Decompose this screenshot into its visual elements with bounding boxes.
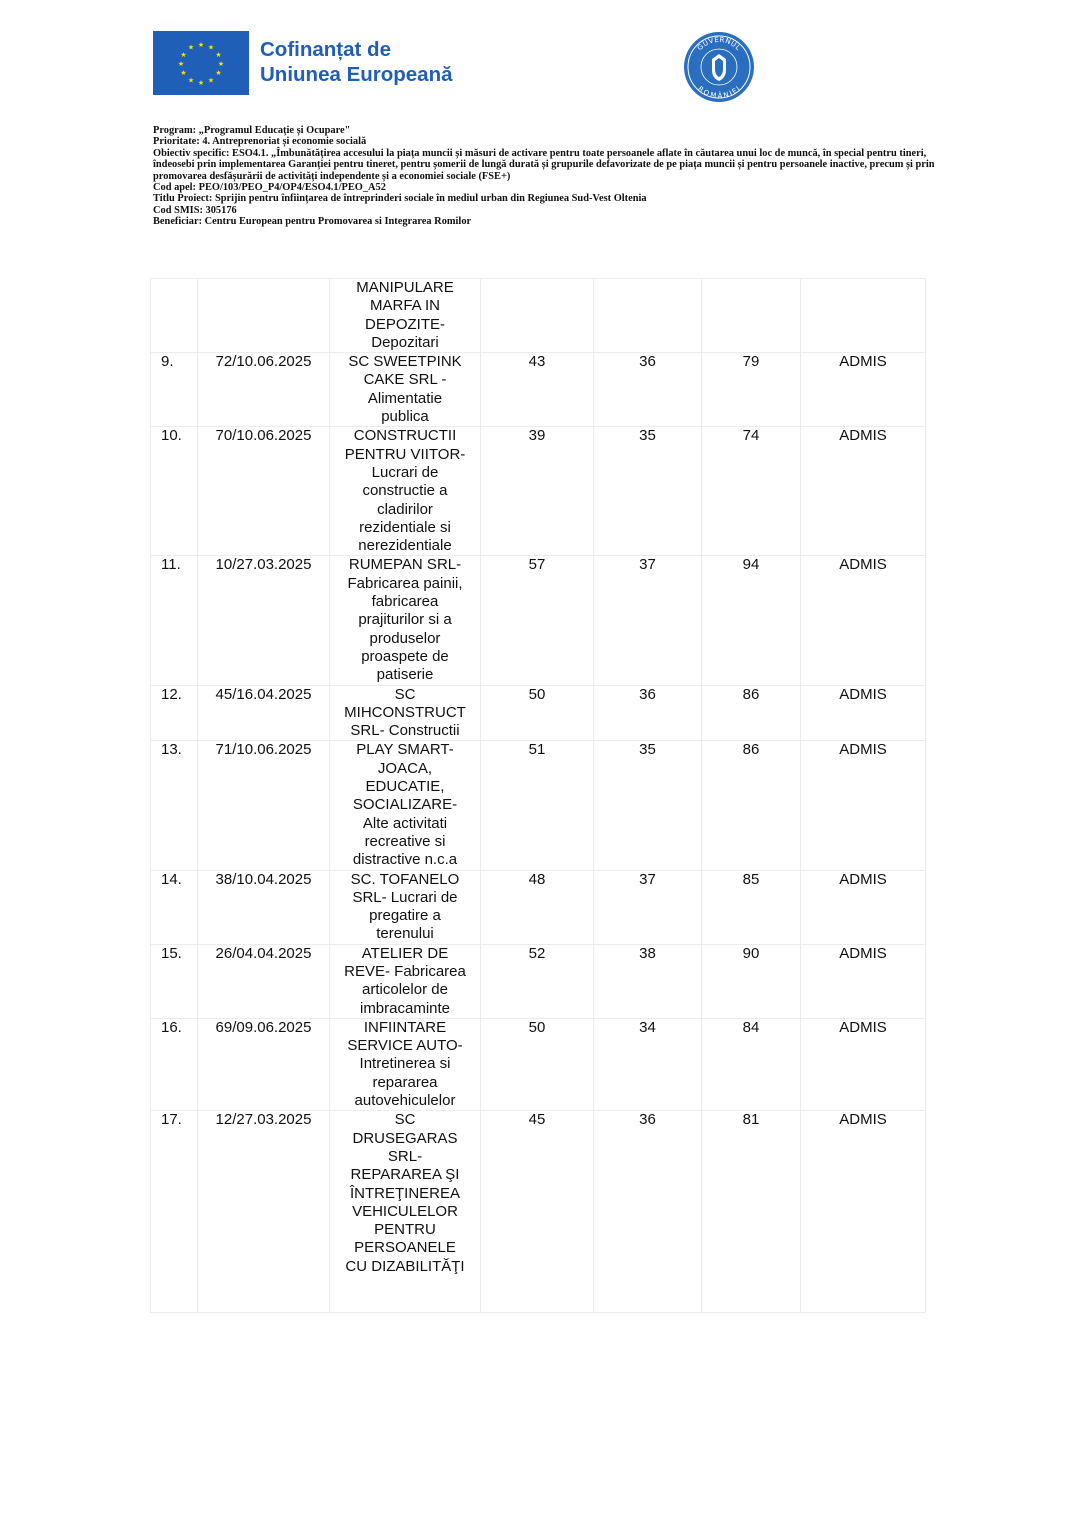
enterprise-name-line: DRUSEGARAS (352, 1129, 458, 1147)
svg-text:★: ★ (187, 43, 195, 52)
enterprise-name-text (338, 686, 472, 741)
eu-stars-icon (153, 31, 249, 95)
svg-text:★: ★ (180, 51, 187, 59)
enterprise-name-line: cladirilor (377, 500, 433, 518)
score-a: 52 (528, 944, 546, 962)
score-b-cell (594, 944, 702, 1018)
score-total: 79 (742, 353, 760, 371)
row-number: 13. (161, 741, 182, 759)
enterprise-name-line: Depozitari (371, 333, 439, 351)
row-number-cell (151, 685, 198, 741)
enterprise-name-text (338, 1019, 472, 1110)
score-a: 39 (528, 427, 546, 445)
registration-number: 10/27.03.2025 (215, 556, 312, 574)
status-cell (801, 741, 926, 870)
enterprise-name-line: repararea (372, 1073, 438, 1091)
enterprise-name-text (338, 945, 472, 1018)
row-number-cell (151, 427, 198, 556)
status-cell (801, 353, 926, 427)
registration-number-cell (198, 353, 330, 427)
enterprise-name-line: Alte activitati (362, 814, 448, 832)
registration-number: 12/27.03.2025 (215, 1111, 312, 1129)
score-b-cell (594, 427, 702, 556)
registration-number: 38/10.04.2025 (215, 870, 312, 888)
enterprise-name-line: SC (394, 685, 416, 703)
enterprise-name-text (338, 741, 472, 869)
status-cell (801, 1018, 926, 1110)
score-total-cell (702, 870, 801, 944)
score-b: 36 (639, 685, 656, 703)
enterprise-name-line: EDUCATIE, (365, 778, 445, 796)
row-number-cell (151, 556, 198, 685)
registration-number-cell (198, 427, 330, 556)
score-total: 85 (742, 870, 760, 888)
status: ADMIS (839, 870, 887, 888)
score-total: 84 (742, 1018, 760, 1036)
svg-text:★: ★ (215, 51, 222, 59)
row-number-cell (151, 870, 198, 944)
score-a: 51 (528, 741, 546, 759)
status-cell (801, 556, 926, 685)
score-total-cell (702, 279, 801, 353)
enterprise-name-cell (330, 870, 481, 944)
row-number-cell (151, 741, 198, 870)
enterprise-name-line: articolelor de (362, 981, 448, 999)
enterprise-name-text (338, 353, 472, 426)
eu-line-2: Uniunea Europeană (260, 63, 453, 86)
enterprise-name-line: RUMEPAN SRL- (348, 556, 462, 574)
score-a: 45 (528, 1111, 546, 1129)
enterprise-name-line: PERSOANELE (354, 1239, 456, 1257)
table-row (151, 944, 926, 1018)
enterprise-name-line: patiserie (376, 666, 434, 684)
score-total: 90 (742, 944, 760, 962)
enterprise-name-cell (330, 1111, 481, 1313)
table-row (151, 1111, 926, 1313)
enterprise-name-text (338, 427, 472, 555)
score-total: 86 (742, 741, 760, 759)
evaluation-results-body (151, 279, 926, 1313)
enterprise-name-line: CU DIZABILITĂŢI (345, 1257, 465, 1275)
enterprise-name-line: Intretinerea si (359, 1055, 451, 1073)
table-row (151, 556, 926, 685)
registration-number-cell (198, 1018, 330, 1110)
program-line: Program: „Programul Educație și Ocupare" (153, 125, 351, 136)
row-number: 12. (161, 685, 182, 703)
row-number-cell (151, 1018, 198, 1110)
row-number-cell (151, 944, 198, 1018)
status: ADMIS (839, 556, 887, 574)
enterprise-name-cell (330, 279, 481, 353)
enterprise-name-cell (330, 1018, 481, 1110)
project-metadata (153, 125, 953, 228)
score-total: 94 (742, 556, 760, 574)
score-a-cell (481, 353, 594, 427)
registration-number: 26/04.04.2025 (215, 944, 312, 962)
table-row (151, 279, 926, 353)
enterprise-name-text (338, 1111, 472, 1312)
svg-text:★: ★ (197, 79, 205, 87)
enterprise-name-line: constructie a (362, 482, 448, 500)
score-b: 35 (639, 741, 656, 759)
svg-text:★: ★ (207, 43, 215, 52)
score-b: 37 (639, 870, 656, 888)
status-cell (801, 279, 926, 353)
enterprise-name-line: DEPOZITE- (364, 315, 445, 333)
enterprise-name-text (338, 556, 472, 684)
call-code-line: Cod apel: PEO/103/PEO_P4/OP4/ESO4.1/PEO_A52 (153, 182, 386, 194)
status-cell (801, 944, 926, 1018)
score-a-cell (481, 427, 594, 556)
enterprise-name-line: INFIINTARE (363, 1018, 447, 1036)
enterprise-name-cell (330, 556, 481, 685)
table-row (151, 353, 926, 427)
status-cell (801, 870, 926, 944)
score-a: 48 (528, 870, 546, 888)
score-b: 37 (639, 556, 656, 574)
score-b-cell (594, 685, 702, 741)
score-b: 34 (639, 1018, 656, 1036)
enterprise-name-cell (330, 944, 481, 1018)
registration-number: 45/16.04.2025 (215, 685, 312, 703)
enterprise-name-line: PLAY SMART- (356, 741, 454, 759)
status: ADMIS (839, 741, 887, 759)
score-total-cell (702, 685, 801, 741)
enterprise-name-line: SC (394, 1111, 416, 1129)
evaluation-results-table (150, 278, 926, 1313)
score-b-cell (594, 1018, 702, 1110)
table-row (151, 870, 926, 944)
enterprise-name-line: MANIPULARE (356, 279, 454, 296)
score-total-cell (702, 944, 801, 1018)
status-cell (801, 427, 926, 556)
registration-number-cell (198, 279, 330, 353)
status: ADMIS (839, 1018, 887, 1036)
row-number: 16. (161, 1018, 182, 1036)
seal-top-text: GUVERNUL (695, 35, 743, 53)
score-total: 81 (742, 1111, 760, 1129)
svg-text:★: ★ (207, 76, 215, 85)
table-row (151, 741, 926, 870)
status: ADMIS (839, 685, 887, 703)
score-a: 57 (528, 556, 546, 574)
registration-number: 71/10.06.2025 (215, 741, 312, 759)
smis-code-line: Cod SMIS: 305176 (153, 204, 237, 216)
enterprise-name-cell (330, 427, 481, 556)
enterprise-name-line: CONSTRUCTII (353, 427, 457, 445)
score-a-cell (481, 1111, 594, 1313)
enterprise-name-line: nerezidentiale (358, 537, 452, 555)
score-b-cell (594, 556, 702, 685)
enterprise-name-line: rezidentiale si (359, 518, 451, 536)
score-total: 86 (742, 685, 760, 703)
priority-line: Prioritate: 4. Antreprenoriat și economie socială (153, 136, 367, 148)
score-total-cell (702, 1111, 801, 1313)
eu-flag-logo (153, 31, 249, 95)
enterprise-name-line: produselor (369, 629, 441, 647)
svg-text:★: ★ (187, 76, 195, 85)
enterprise-name-line: Fabricarea painii, (347, 574, 463, 592)
score-a-cell (481, 685, 594, 741)
enterprise-name-line: pregatire a (369, 907, 441, 925)
registration-number-cell (198, 741, 330, 870)
enterprise-name-line: distractive n.c.a (352, 851, 458, 869)
row-number-cell (151, 279, 198, 353)
score-b-cell (594, 1111, 702, 1313)
registration-number: 72/10.06.2025 (215, 353, 312, 371)
enterprise-name-line: ATELIER DE (361, 944, 449, 962)
status-cell (801, 685, 926, 741)
score-b-cell (594, 279, 702, 353)
enterprise-name-line: fabricarea (371, 593, 439, 611)
score-a: 50 (528, 1018, 546, 1036)
status: ADMIS (839, 1111, 887, 1129)
enterprise-name-line: SOCIALIZARE- (352, 796, 458, 814)
score-b-cell (594, 741, 702, 870)
row-number: 11. (161, 556, 181, 574)
seal-bottom-text: ROMÂNIEI (696, 84, 743, 101)
svg-text:★: ★ (217, 60, 225, 68)
table-row (151, 685, 926, 741)
enterprise-name-line: MARFA IN (369, 297, 440, 315)
enterprise-name-cell (330, 685, 481, 741)
enterprise-name-line: PENTRU VIITOR- (344, 445, 466, 463)
enterprise-name-line: SERVICE AUTO- (347, 1037, 463, 1055)
score-b: 36 (639, 353, 656, 371)
beneficiary-line: Beneficiar: Centru European pentru Promovarea si Integrarea Romilor (153, 216, 472, 228)
enterprise-name-line: REVE- Fabricarea (344, 962, 466, 980)
romanian-government-seal-icon (682, 30, 756, 104)
enterprise-name-text (338, 871, 472, 944)
score-b: 35 (639, 427, 656, 445)
enterprise-name-line: Alimentatie (367, 389, 443, 407)
enterprise-name-line: SRL- (387, 1147, 423, 1165)
enterprise-name-line: prajiturilor si a (358, 611, 452, 629)
registration-number-cell (198, 685, 330, 741)
row-number: 17. (161, 1111, 182, 1129)
score-b: 36 (639, 1111, 656, 1129)
enterprise-name-line: imbracaminte (359, 999, 451, 1017)
score-total-cell (702, 353, 801, 427)
svg-text:★: ★ (215, 69, 222, 77)
eu-cofinance-label (260, 37, 453, 87)
svg-text:★: ★ (177, 60, 185, 68)
enterprise-name-line: REPARAREA ŞI (350, 1166, 460, 1184)
svg-text:★: ★ (180, 69, 187, 77)
registration-number-cell (198, 870, 330, 944)
registration-number-cell (198, 944, 330, 1018)
objective-line: Obiectiv specific: ESO4.1. „Îmbunătățirea accesului la piața muncii și măsuri de activare pentru toate persoanele aflate în căutarea unui loc de muncă, în special pentru tineri, îndeosebi prin implementarea Garanției pentru tineret, pentru șomerii de lungă durată și grupurile defavorizate de pe piața muncii și pentru persoanele inactive, precum și prin promovarea desfășurării de activități independente și a economiei sociale (FSE+) (153, 147, 935, 182)
enterprise-name-line: autovehiculelor (354, 1092, 456, 1110)
score-total: 74 (742, 427, 760, 445)
row-number: 15. (161, 944, 182, 962)
status: ADMIS (839, 944, 887, 962)
score-a: 50 (528, 685, 546, 703)
enterprise-name-text (338, 279, 472, 352)
score-a-cell (481, 870, 594, 944)
score-b-cell (594, 353, 702, 427)
enterprise-name-line: Lucrari de (371, 463, 439, 481)
registration-number-cell (198, 556, 330, 685)
registration-number-cell (198, 1111, 330, 1313)
score-a: 43 (528, 353, 546, 371)
enterprise-name-line: SRL- Lucrari de (352, 888, 458, 906)
enterprise-name-line: SRL- Constructii (350, 722, 460, 740)
score-a-cell (481, 279, 594, 353)
enterprise-name-line: SC SWEETPINK (348, 353, 462, 371)
enterprise-name-line: MIHCONSTRUCT (344, 703, 466, 721)
score-total-cell (702, 556, 801, 685)
status: ADMIS (839, 353, 887, 371)
score-a-cell (481, 944, 594, 1018)
enterprise-name-line: publica (381, 408, 429, 426)
enterprise-name-cell (330, 353, 481, 427)
eu-line-1: Cofinanțat de (260, 38, 391, 61)
table-row (151, 427, 926, 556)
score-total-cell (702, 1018, 801, 1110)
row-number-cell (151, 1111, 198, 1313)
table-row (151, 1018, 926, 1110)
enterprise-name-line: ÎNTREŢINEREA (349, 1184, 460, 1202)
enterprise-name-line: recreative si (364, 832, 446, 850)
row-number-cell (151, 353, 198, 427)
score-b-cell (594, 870, 702, 944)
score-total-cell (702, 741, 801, 870)
score-total-cell (702, 427, 801, 556)
registration-number: 70/10.06.2025 (215, 427, 312, 445)
enterprise-name-line: terenului (376, 925, 434, 943)
enterprise-name-line: SC. TOFANELO (350, 870, 460, 888)
project-title-line: Titlu Proiect: Sprijin pentru înființarea de întreprinderi sociale în mediul urban din Regiunea Sud-Vest Oltenia (153, 193, 647, 205)
enterprise-name-cell (330, 741, 481, 870)
status-cell (801, 1111, 926, 1313)
enterprise-name-line: VEHICULELOR (352, 1202, 458, 1220)
score-a-cell (481, 1018, 594, 1110)
score-a-cell (481, 556, 594, 685)
score-b: 38 (639, 944, 656, 962)
score-a-cell (481, 741, 594, 870)
enterprise-name-line: CAKE SRL - (363, 371, 447, 389)
row-number: 9. (161, 353, 174, 371)
status: ADMIS (839, 427, 887, 445)
enterprise-name-line: proaspete de (361, 647, 449, 665)
government-seal (682, 30, 756, 104)
enterprise-name-line: JOACA, (377, 759, 433, 777)
enterprise-name-line: PENTRU (374, 1221, 436, 1239)
row-number: 14. (161, 870, 182, 888)
row-number: 10. (161, 427, 182, 445)
svg-text:★: ★ (197, 41, 205, 49)
registration-number: 69/09.06.2025 (215, 1018, 312, 1036)
